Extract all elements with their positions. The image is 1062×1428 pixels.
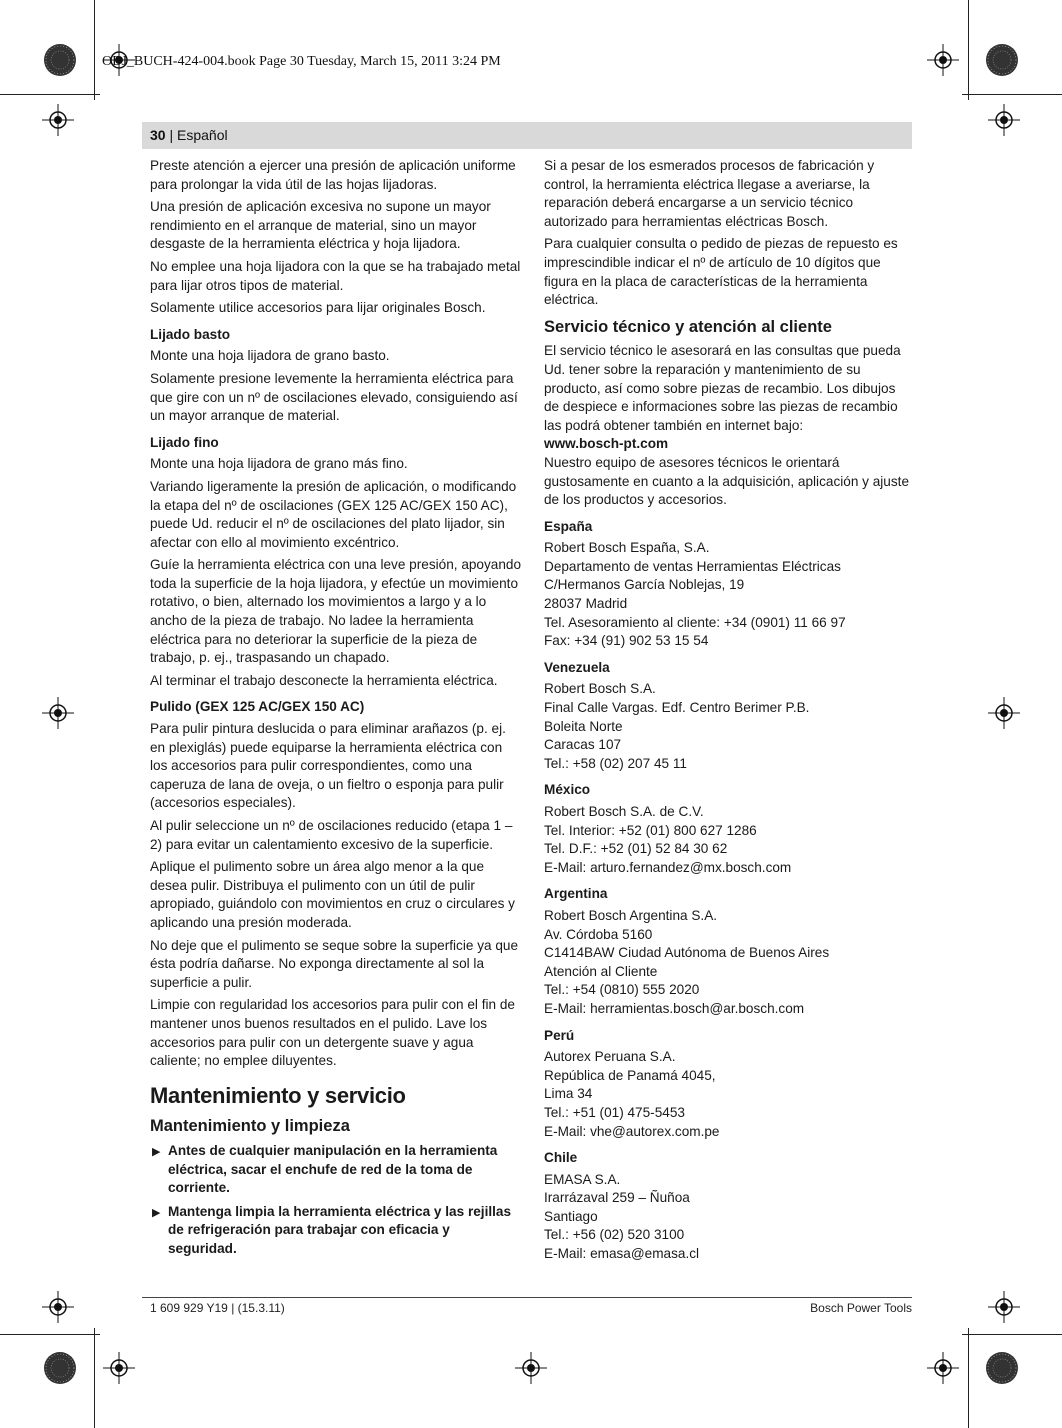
address-block <box>544 680 912 773</box>
address-line: Tel.: +56 (02) 520 3100 <box>544 1227 685 1243</box>
paragraph: Preste atención a ejercer una presión de aplicación uniforme para prolongar la vida útil de las hojas lijadoras. <box>150 158 516 192</box>
address-line[interactable]: E-Mail: emasa@emasa.cl <box>544 1246 700 1262</box>
address-line[interactable]: E-Mail: herramientas.bosch@ar.bosch.com <box>544 1000 805 1016</box>
address-line: Caracas 107 <box>544 737 622 753</box>
print-slug: OBJ_BUCH-424-004.book Page 30 Tuesday, March 15, 2011 3:24 PM <box>102 54 501 69</box>
address-line: Boleita Norte <box>544 718 623 734</box>
bullet-item: ▶ Antes de cualquier manipulación en la herramienta eléctrica, sacar el enchufe de red de la toma de corriente. <box>152 1142 498 1196</box>
address-line: Atención al Cliente <box>544 963 658 979</box>
right-column <box>544 157 912 1270</box>
address-line: Final Calle Vargas. Edf. Centro Berimer P.B. <box>544 700 810 716</box>
footer-rule <box>142 1297 912 1298</box>
paragraph: Variando ligeramente la presión de aplicación, o modificando la etapa del nº de oscilaciones (GEX 125 AC/GEX 150 AC), puede Ud. reducir el nº de oscilaciones del plato lijador, sin afectar con ello al movimiento excéntrico. <box>150 478 517 550</box>
header-bar <box>142 122 912 149</box>
paragraph: Nuestro equipo de asesores técnicos le orientará gustosamente en cuanto a la adquisición, aplicación y ajuste de los productos y accesorios. <box>544 454 910 508</box>
address-line: Tel.: +54 (0810) 555 2020 <box>544 982 700 998</box>
address-line[interactable]: E-Mail: arturo.fernandez@mx.bosch.com <box>544 859 792 875</box>
address-line: Robert Bosch Argentina S.A. <box>544 907 718 923</box>
page-number: 30 <box>150 127 166 143</box>
address-line: C1414BAW Ciudad Autónoma de Buenos Aires <box>544 945 830 961</box>
address-block <box>544 803 912 877</box>
header-language: Español <box>177 127 228 143</box>
address-line: Tel. D.F.: +52 (01) 52 84 30 62 <box>544 841 728 857</box>
address-line: Robert Bosch S.A. de C.V. <box>544 804 704 819</box>
subheading-lijado-fino: Lijado fino <box>150 434 219 450</box>
address-line[interactable]: E-Mail: vhe@autorex.com.pe <box>544 1123 720 1139</box>
subsection-title-servicio: Servicio técnico y atención al cliente <box>544 317 832 336</box>
paragraph: No deje que el pulimento se seque sobre la superficie ya que ésta podría dañarse. No exponga directamente al sol la superficie a pulir. <box>150 937 519 990</box>
address-line: Departamento de ventas Herramientas Eléctricas <box>544 558 841 574</box>
paragraph: Solamente presione levemente la herramienta eléctrica para que gire con un nº de oscilaciones elevado, consiguiendo así un mayor arranque de material. <box>150 370 518 424</box>
paragraph: Monte una hoja lijadora de grano basto. <box>150 348 390 364</box>
footer-left: 1 609 929 Y19 | (15.3.11) <box>150 1301 285 1315</box>
paragraph: Al terminar el trabajo desconecte la herramienta eléctrica. <box>150 672 498 688</box>
address-line: Santiago <box>544 1208 598 1224</box>
address-line: Tel. Asesoramiento al cliente: +34 (0901) 11 66 97 <box>544 614 846 630</box>
header-separator: | <box>169 127 174 143</box>
website-link[interactable]: www.bosch-pt.com <box>544 436 669 452</box>
paragraph: Si a pesar de los esmerados procesos de fabricación y control, la herramienta eléctrica llegase a averiarse, la reparación deberá encargarse a un servicio técnico autorizado para herramientas eléctricas Bosch. <box>544 158 875 229</box>
address-line: 28037 Madrid <box>544 596 628 612</box>
paragraph: Limpie con regularidad los accesorios para pulir con el fin de mantener unos buenos resultados en el pulido. Lave los accesorios para pulir con un detergente suave y agua caliente; no emplee diluyentes. <box>150 997 515 1069</box>
address-line: Lima 34 <box>544 1086 593 1102</box>
country-heading: Venezuela <box>544 659 610 675</box>
address-line: Robert Bosch S.A. <box>544 681 656 697</box>
address-line: República de Panamá 4045, <box>544 1067 716 1083</box>
address-line: Robert Bosch España, S.A. <box>544 540 710 556</box>
paragraph: Para cualquier consulta o pedido de piezas de repuesto es imprescindible indicar el nº de artículo de 10 dígitos que figura en la placa de características de la herramienta eléctrica. <box>544 236 898 308</box>
address-block <box>544 539 912 651</box>
country-heading: Chile <box>544 1150 578 1166</box>
section-title-mantenimiento: Mantenimiento y servicio <box>150 1082 406 1108</box>
paragraph: No emplee una hoja lijadora con la que se ha trabajado metal para lijar otros tipos de material. <box>150 258 521 293</box>
page-header <box>150 127 228 143</box>
subsection-title-limpieza: Mantenimiento y limpieza <box>150 1117 350 1136</box>
footer-right: Bosch Power Tools <box>810 1301 912 1315</box>
bullet-item: ▶ Mantenga limpia la herramienta eléctrica y las rejillas de refrigeración para trabajar con eficacia y seguridad. <box>152 1203 512 1256</box>
address-line: Autorex Peruana S.A. <box>544 1049 676 1065</box>
country-contacts <box>544 518 912 1264</box>
country-heading: México <box>544 782 591 798</box>
country-heading: Perú <box>544 1027 575 1043</box>
paragraph: Una presión de aplicación excesiva no supone un mayor rendimiento en el arranque de material, sino un mayor desgaste de la herramienta eléctrica y hoja lijadora. <box>150 199 491 252</box>
paragraph: Monte una hoja lijadora de grano más fino. <box>150 456 408 472</box>
address-block <box>544 1048 912 1141</box>
address-line: Fax: +34 (91) 902 53 15 54 <box>544 633 709 649</box>
address-line: Av. Córdoba 5160 <box>544 926 653 942</box>
paragraph: Aplique el pulimento sobre un área algo menor a la que desea pulir. Distribuya el pulimento con un útil de pulir apropiado, guiándolo con movimientos en cruz o circulares y aplicando una presión moderada. <box>150 859 515 930</box>
subheading-pulido: Pulido (GEX 125 AC/GEX 150 AC) <box>150 699 365 715</box>
paragraph: Guíe la herramienta eléctrica con una leve presión, apoyando toda la superficie de la hoja lijadora, y efectúe un movimiento rotativo, o bien, alternado los movimientos a largo y a lo ancho de la pieza de trabajo. No ladee la herramienta eléctrica para no deteriorar la superficie de la pieza de trabajo, p. ej., traspasando un chapado. <box>150 557 522 666</box>
address-line: Irarrázaval 259 – Ñuñoa <box>544 1190 690 1206</box>
subheading-lijado-basto: Lijado basto <box>150 326 231 342</box>
address-line: EMASA S.A. <box>544 1171 621 1187</box>
paragraph: Para pulir pintura deslucida o para eliminar arañazos (p. ej. en plexiglás) puede equiparse la herramienta eléctrica con los accesorios para pulir correspondientes, como una caperuza de lana de oveja, o un fieltro o esponja para pulir (accesorios especiales). <box>150 721 506 811</box>
paragraph: El servicio técnico le asesorará en las consultas que pueda Ud. tener sobre la reparación y mantenimiento de su producto, así como sobre piezas de recambio. Los dibujos de despiece e informaciones sobre las piezas de recambio las podrá obtener también en internet bajo: <box>544 343 901 433</box>
paragraph: Al pulir seleccione un nº de oscilaciones reducido (etapa 1 – 2) para evitar un calentamiento excesivo de la superficie. <box>150 818 513 852</box>
address-line: C/Hermanos García Noblejas, 19 <box>544 577 745 593</box>
triangle-bullet-icon: ▶ <box>152 1206 161 1219</box>
left-column <box>150 157 522 1263</box>
address-line: Tel.: +58 (02) 207 45 11 <box>544 755 687 771</box>
country-heading: Argentina <box>544 886 608 902</box>
address-line: Tel.: +51 (01) 475-5453 <box>544 1104 685 1120</box>
address-block <box>544 907 912 1019</box>
country-heading: España <box>544 518 593 534</box>
address-block <box>544 1171 912 1264</box>
triangle-bullet-icon: ▶ <box>152 1145 161 1158</box>
address-line: Tel. Interior: +52 (01) 800 627 1286 <box>544 822 757 838</box>
paragraph: Solamente utilice accesorios para lijar originales Bosch. <box>150 300 486 316</box>
